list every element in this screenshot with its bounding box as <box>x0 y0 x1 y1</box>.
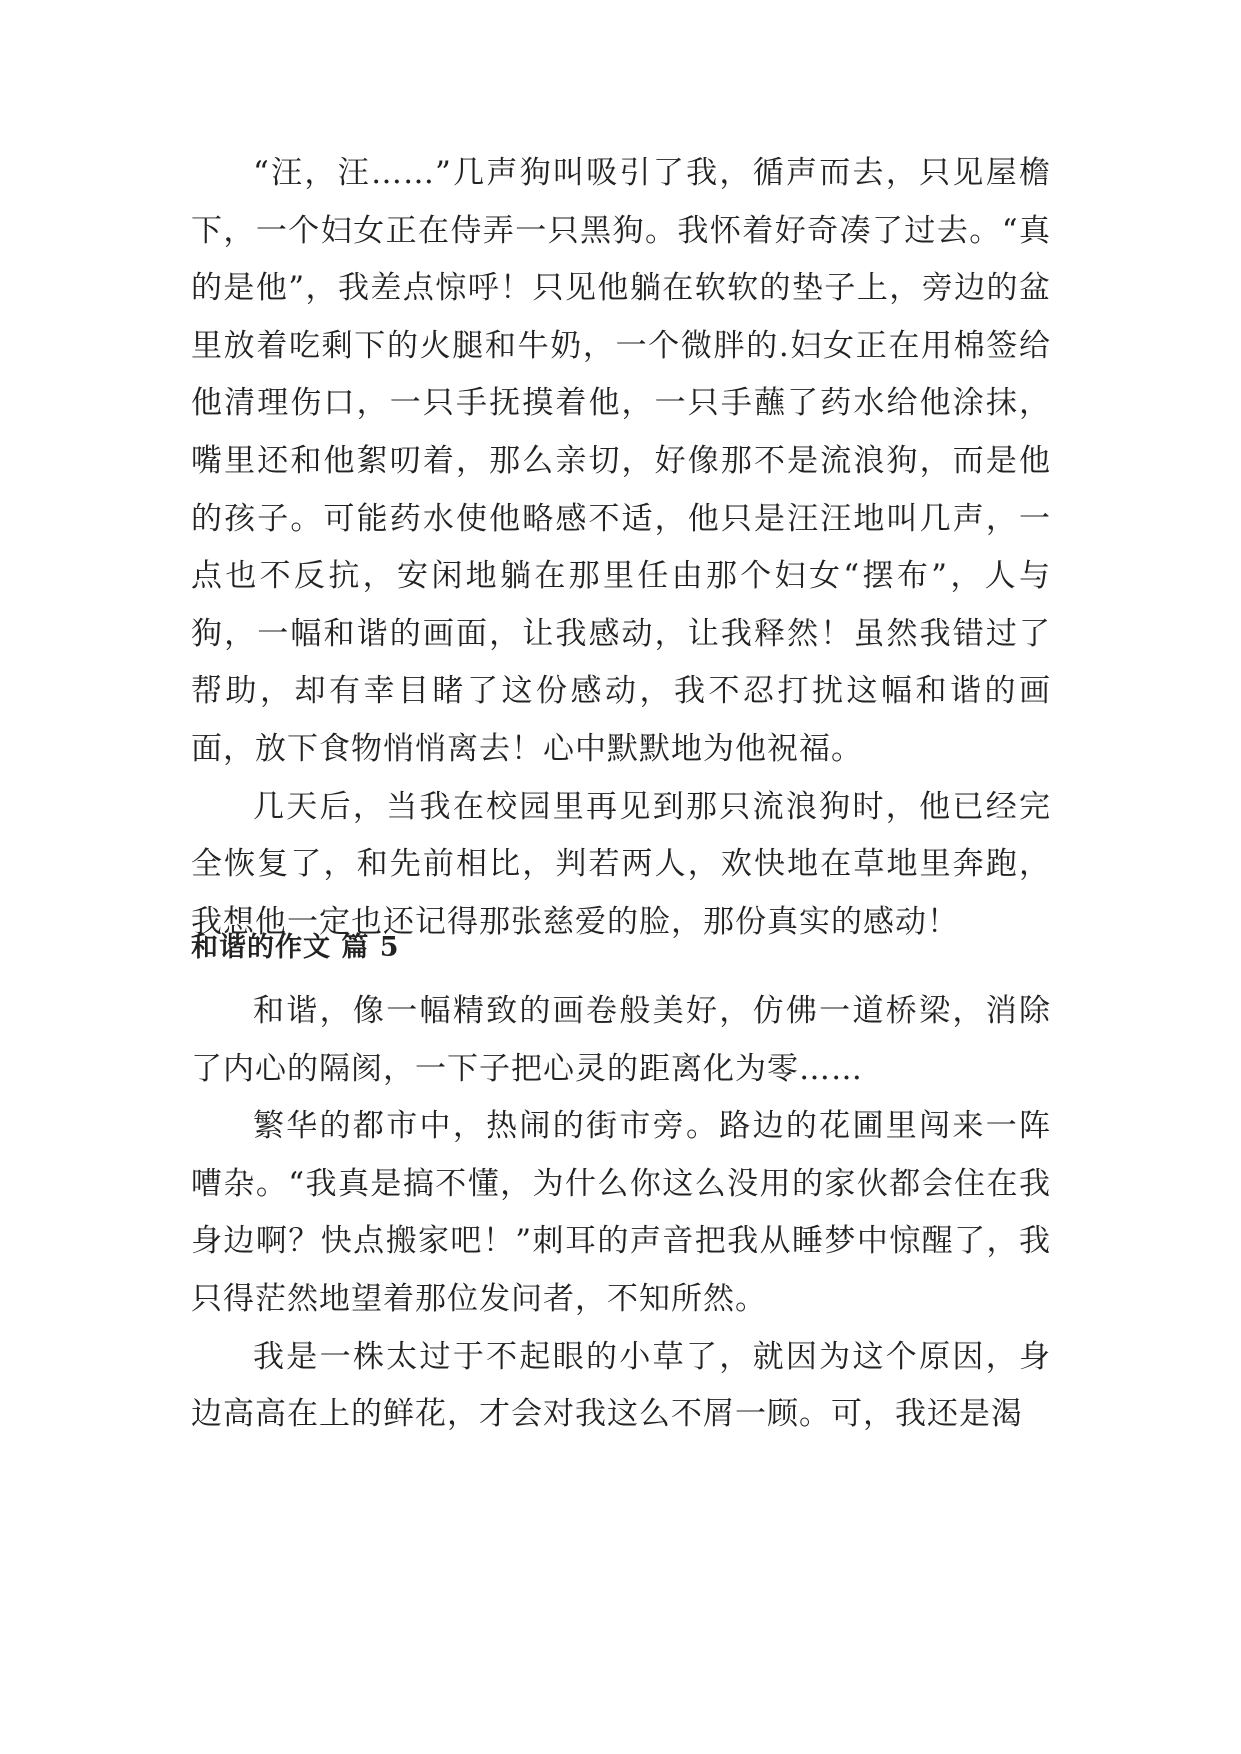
paragraph-city-noise: 繁华的都市中，热闹的街市旁。路边的花圃里闯来一阵嘈杂。“我真是搞不懂，为什么你这么没用的家伙都会住在我身边啊？快点搬家吧！”刺耳的声音把我从睡梦中惊醒了，我只得茫然地望着那位发问者，不知所然。 <box>191 1108 1051 1317</box>
paragraph-dog-recovered: 几天后，当我在校园里再见到那只流浪狗时，他已经完全恢复了，和先前相比，判若两人，欢快地在草地里奔跑，我想他一定也还记得那张慈爱的脸，那份真实的感动！ <box>191 788 1051 940</box>
paragraph-little-grass: 我是一株太过于不起眼的小草了，就因为这个原因，身边高高在上的鲜花，才会对我这么不屑一顾。可，我还是渴 <box>191 1338 1051 1433</box>
paragraph-dog-care: “汪，汪……”几声狗叫吸引了我，循声而去，只见屋檐下，一个妇女正在侍弄一只黑狗。我怀着好奇凑了过去。“真的是他”，我差点惊呼！只见他躺在软软的垫子上，旁边的盆里放着吃剩下的火腿和牛奶，一个微胖的.妇女正在用棉签给他清理伤口，一只手抚摸着他，一只手蘸了药水给他涂抹，嘴里还和他絮叨着，那么亲切，好像那不是流浪狗，而是他的孩子。可能药水使他略感不适，他只是汪汪地叫几声，一点也不反抗，安闲地躺在那里任由那个妇女“摆布”，人与狗，一幅和谐的画面，让我感动，让我释然！虽然我错过了帮助，却有幸目睹了这份感动，我不忍打扰这幅和谐的画面，放下食物悄悄离去！心中默默地为他祝福。 <box>191 155 1051 767</box>
essay-part-2 <box>191 983 1051 1444</box>
section-heading-block <box>191 928 1051 968</box>
paragraph-harmony-intro: 和谐，像一幅精致的画卷般美好，仿佛一道桥梁，消除了内心的隔阂，一下子把心灵的距离化为零…… <box>191 993 1051 1087</box>
essay-part-1 <box>191 145 1051 951</box>
section-heading: 和谐的作文 篇 5 <box>191 932 400 963</box>
